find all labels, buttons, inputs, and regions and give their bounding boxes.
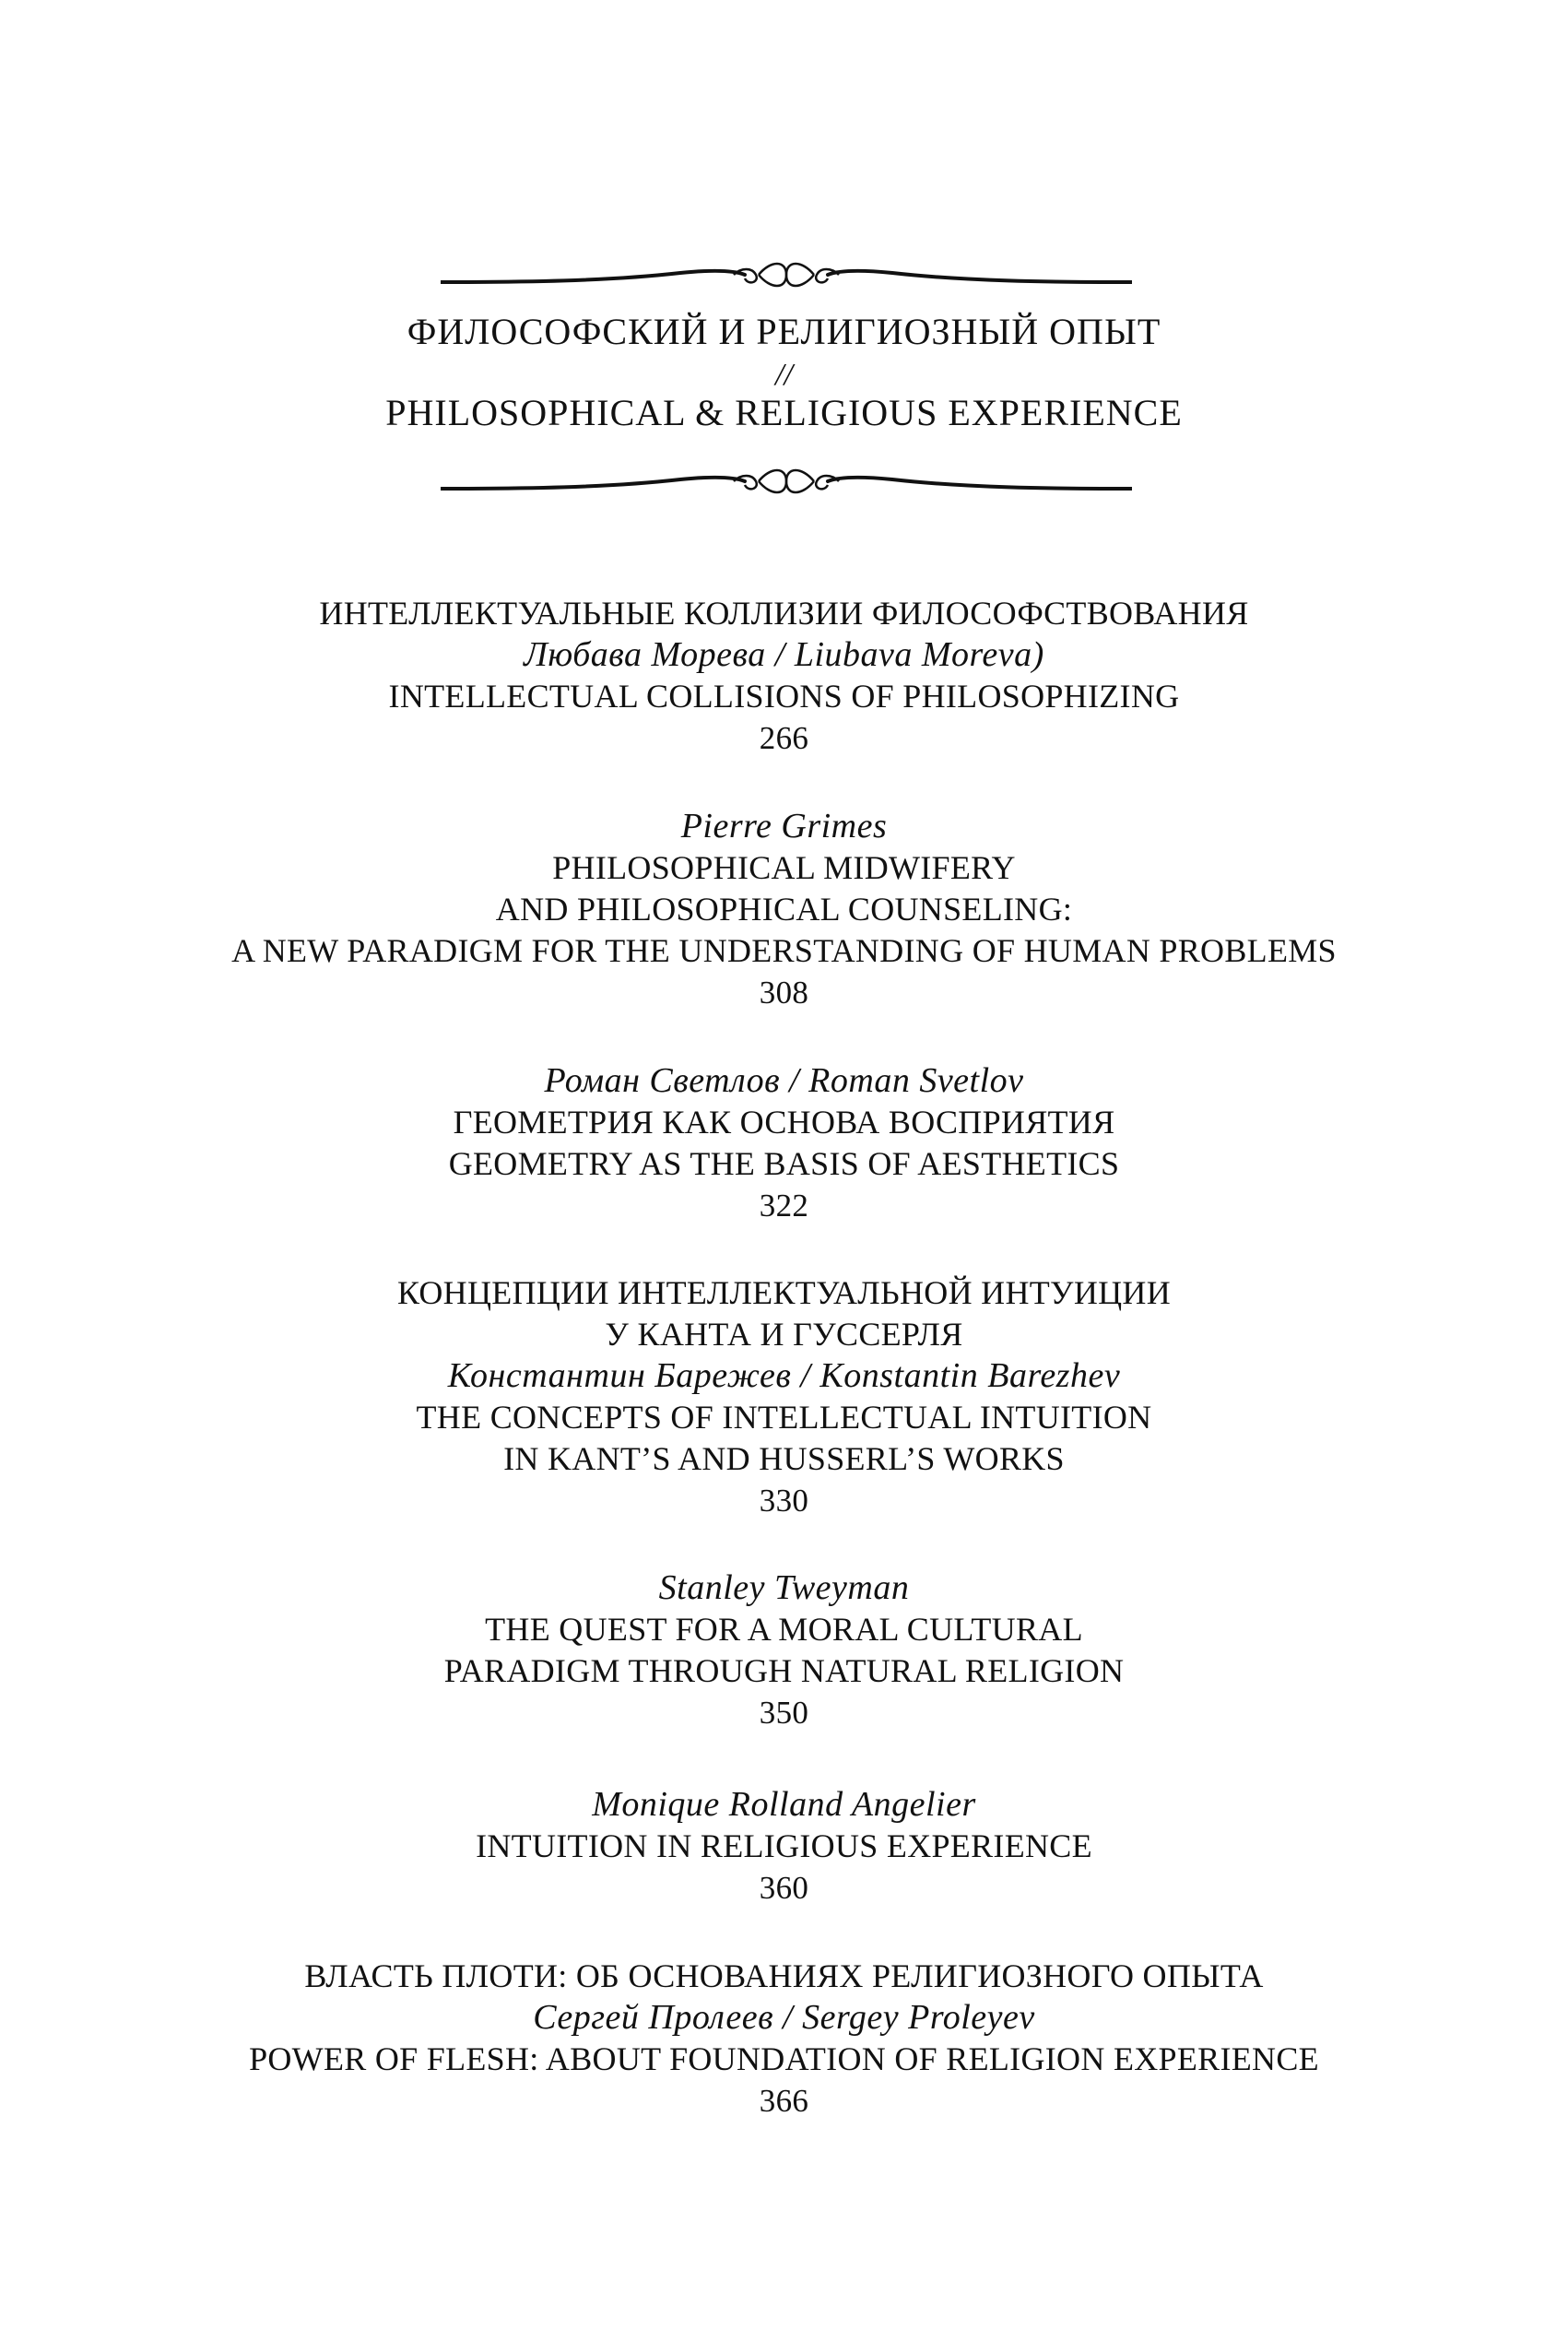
entry-page-number: 360 bbox=[759, 1870, 809, 1906]
entry-title-en: THE QUEST FOR A MORAL CULTURAL bbox=[485, 1611, 1083, 1648]
section-title-en: PHILOSOPHICAL & RELIGIOUS EXPERIENCE bbox=[385, 392, 1183, 433]
flourish-icon bbox=[441, 457, 1132, 507]
toc-entry[interactable] bbox=[0, 1060, 1568, 1226]
entry-page-number: 350 bbox=[759, 1695, 809, 1731]
entry-title-en: THE CONCEPTS OF INTELLECTUAL INTUITION bbox=[416, 1399, 1152, 1436]
entry-title-en: A NEW PARADIGM FOR THE UNDERSTANDING OF HUMAN PROBLEMS bbox=[231, 932, 1337, 969]
entry-title-ru: ИНТЕЛЛЕКТУАЛЬНЫЕ КОЛЛИЗИИ ФИЛОСОФСТВОВАНИЯ bbox=[319, 595, 1249, 632]
entry-page-number: 308 bbox=[759, 975, 809, 1011]
entry-title-en: INTELLECTUAL COLLISIONS OF PHILOSOPHIZING bbox=[388, 678, 1180, 715]
toc-entry[interactable] bbox=[0, 1567, 1568, 1733]
toc-entry[interactable] bbox=[0, 1956, 1568, 2122]
toc-entry[interactable] bbox=[0, 1272, 1568, 1521]
entry-author: Любава Морева / Liubava Moreva) bbox=[524, 635, 1044, 674]
entry-author: Stanley Tweyman bbox=[658, 1568, 910, 1607]
entry-title-en: INTUITION IN RELIGIOUS EXPERIENCE bbox=[476, 1827, 1092, 1864]
top-ornament bbox=[441, 251, 1132, 301]
bottom-ornament bbox=[441, 457, 1132, 507]
entry-author: Pierre Grimes bbox=[680, 807, 888, 845]
toc-entry[interactable] bbox=[0, 806, 1568, 1013]
entry-author: Monique Rolland Angelier bbox=[592, 1785, 976, 1824]
entry-page-number: 330 bbox=[759, 1483, 809, 1519]
entry-title-en: IN KANT’S AND HUSSERL’S WORKS bbox=[503, 1440, 1065, 1477]
entry-title-ru: ГЕОМЕТРИЯ КАК ОСНОВА ВОСПРИЯТИЯ bbox=[453, 1104, 1115, 1141]
section-separator: // bbox=[775, 358, 793, 392]
entry-title-ru: КОНЦЕПЦИИ ИНТЕЛЛЕКТУАЛЬНОЙ ИНТУИЦИИ bbox=[396, 1274, 1172, 1311]
entry-title-en: PARADIGM THROUGH NATURAL RELIGION bbox=[443, 1652, 1125, 1689]
entry-author: Константин Барежев / Konstantin Barezhev bbox=[447, 1356, 1121, 1395]
entry-title-ru: ВЛАСТЬ ПЛОТИ: ОБ ОСНОВАНИЯХ РЕЛИГИОЗНОГО ОПЫТА bbox=[304, 1957, 1264, 1994]
toc-entry[interactable] bbox=[0, 593, 1568, 759]
entry-title-ru: У КАНТА И ГУССЕРЛЯ bbox=[605, 1316, 963, 1353]
entry-page-number: 266 bbox=[759, 720, 809, 756]
entry-author: Сергей Пролеев / Sergey Proleyev bbox=[533, 1998, 1035, 2037]
toc-entry[interactable] bbox=[0, 1784, 1568, 1909]
section-title-ru: ФИЛОСОФСКИЙ И РЕЛИГИОЗНЫЙ ОПЫТ bbox=[407, 311, 1161, 352]
flourish-icon bbox=[441, 251, 1132, 301]
entry-title-en: POWER OF FLESH: ABOUT FOUNDATION OF RELIGION EXPERIENCE bbox=[249, 2040, 1319, 2077]
entry-title-en: PHILOSOPHICAL MIDWIFERY bbox=[552, 849, 1016, 886]
entry-title-en: AND PHILOSOPHICAL COUNSELING: bbox=[495, 891, 1073, 928]
entry-author: Роман Светлов / Roman Svetlov bbox=[544, 1061, 1024, 1100]
entry-page-number: 366 bbox=[759, 2083, 809, 2119]
entry-title-en: GEOMETRY AS THE BASIS OF AESTHETICS bbox=[448, 1145, 1120, 1182]
entry-page-number: 322 bbox=[759, 1188, 809, 1224]
